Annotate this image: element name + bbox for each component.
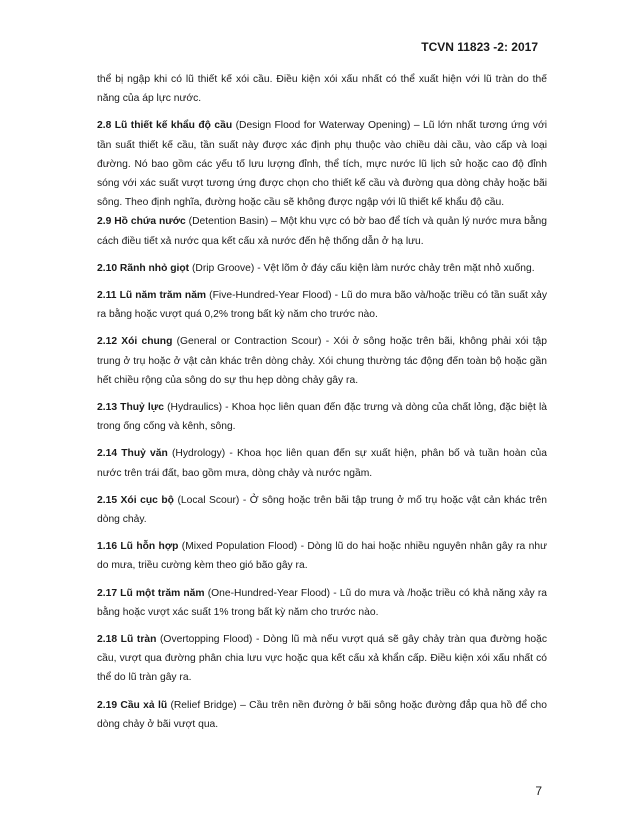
paragraph-continuation <box>97 70 547 108</box>
definition-2-11 <box>97 286 547 324</box>
definition-2-9 <box>97 212 547 250</box>
definition-text: thể bị ngập khi có lũ thiết kế xói cầu. Điều kiện xói xấu nhất có thể xuất hiện với lũ tràn do thế năng của áp lực nước. <box>97 74 547 105</box>
definition-2-19 <box>97 696 547 734</box>
definition-text: (One-Hundred-Year Flood) - Lũ do mưa và /hoặc triều có khả năng xảy ra bằng hoặc vượt xác suất 1% trong bất kỳ năm cho trước nào. <box>97 587 547 618</box>
page-number: 7 <box>535 784 542 798</box>
definition-2-18 <box>97 630 547 688</box>
definition-text: (Hydrology) - Khoa học liên quan đến sự xuất hiện, phân bố và tuần hoàn của nước trên trái đất, bao gồm mưa, dòng chảy và nước ngầm. <box>97 448 547 479</box>
definition-2-8 <box>97 116 547 212</box>
definition-text: (Local Scour) - Ở sông hoặc trên bãi tập trung ở mố trụ hoặc vật cản khác trên dòng chảy. <box>97 494 548 526</box>
definition-text: (Drip Groove) - Vệt lõm ở đáy cấu kiện làm nước chảy trên mặt nhỏ xuống. <box>189 262 535 274</box>
definition-2-14 <box>97 444 547 482</box>
term: 2.14 Thuỷ văn <box>97 448 168 460</box>
term: 2.11 Lũ năm trăm năm <box>97 290 207 302</box>
definition-text: (General or Contraction Scour) - Xói ở sông hoặc trên bãi, không phải xói tập trung ở trụ hoặc ở vật cản khác trên dòng chảy. Xói chung thường tác động đến toàn bộ hoặc gần hết chiều rộng của sông do sự thu hẹp dòng chảy gây ra. <box>97 336 547 386</box>
document-body <box>97 70 547 742</box>
definition-2-10 <box>97 259 547 278</box>
definition-1-16 <box>97 537 547 575</box>
definition-text: (Mixed Population Flood) - Dòng lũ do hai hoặc nhiều nguyên nhân gây ra như do mưa, triều cường kèm theo gió bão gây ra. <box>97 541 547 572</box>
document-header-code: TCVN 11823 -2: 2017 <box>421 40 538 54</box>
term: 2.19 Cầu xả lũ <box>97 699 168 711</box>
definition-2-15 <box>97 491 547 529</box>
term: 2.9 Hồ chứa nước <box>97 216 186 228</box>
definition-text: (Relief Bridge) – Cầu trên nền đường ở bãi sông hoặc đường đắp qua hồ để cho dòng chảy ở bãi vượt qua. <box>97 699 547 730</box>
definition-text: (Five-Hundred-Year Flood) - Lũ do mưa bão và/hoặc triều có tần suất xảy ra bằng hoặc vượt quá 0,2% trong bất kỳ năm cho trước nào. <box>97 290 547 321</box>
definition-2-13 <box>97 398 547 436</box>
term: 2.15 Xói cục bộ <box>97 494 174 506</box>
definition-text: (Design Flood for Waterway Opening) – Lũ lớn nhất tương ứng với tần suất thiết kế cầu, tần suất này được xác định phụ thuộc vào chiều dài cầu, vào cấp và loại đường. Nó bao gồm các yếu tố lưu lượng đỉnh, thể tích, mực nước lũ lịch sử hoặc cao độ đỉnh sóng với xác suất vượt tương ứng được chọn cho thiết kế cầu và đường qua dòng chảy hoặc bãi sông. Theo định nghĩa, đường hoặc cầu sẽ không được ngập với lũ thiết kế khẩu độ cầu. <box>97 120 547 209</box>
term: 2.17 Lũ một trăm năm <box>97 587 205 599</box>
definition-2-17 <box>97 584 547 622</box>
term: 2.10 Rãnh nhỏ giọt <box>97 262 190 274</box>
term: 2.12 Xói chung <box>97 336 173 348</box>
term: 2.13 Thuỷ lực <box>97 402 164 414</box>
term: 2.18 Lũ tràn <box>97 634 157 646</box>
term: 1.16 Lũ hỗn hợp <box>97 541 179 553</box>
term: 2.8 Lũ thiết kế khẩu độ cầu <box>97 120 233 132</box>
definition-2-12 <box>97 332 547 390</box>
definition-text: (Detention Basin) – Một khu vực có bờ bao để tích và quản lý nước mưa bằng cách điều tiết xả nước qua kết cấu xả nước đến hệ thống dẫn ở hạ lưu. <box>97 216 547 247</box>
definition-text: (Overtopping Flood) - Dòng lũ mà nếu vượt quá sẽ gây chảy tràn qua đường hoặc cầu, vượt qua đường phân chia lưu vực hoặc qua kết cấu xả khẩn cấp. Điều kiện xói xấu nhất có thể do lũ tràn gây ra. <box>97 634 547 684</box>
definition-text: (Hydraulics) - Khoa học liên quan đến đặc trưng và dòng của chất lỏng, đặc biệt là trong ống cống và kênh, sông. <box>97 402 547 433</box>
